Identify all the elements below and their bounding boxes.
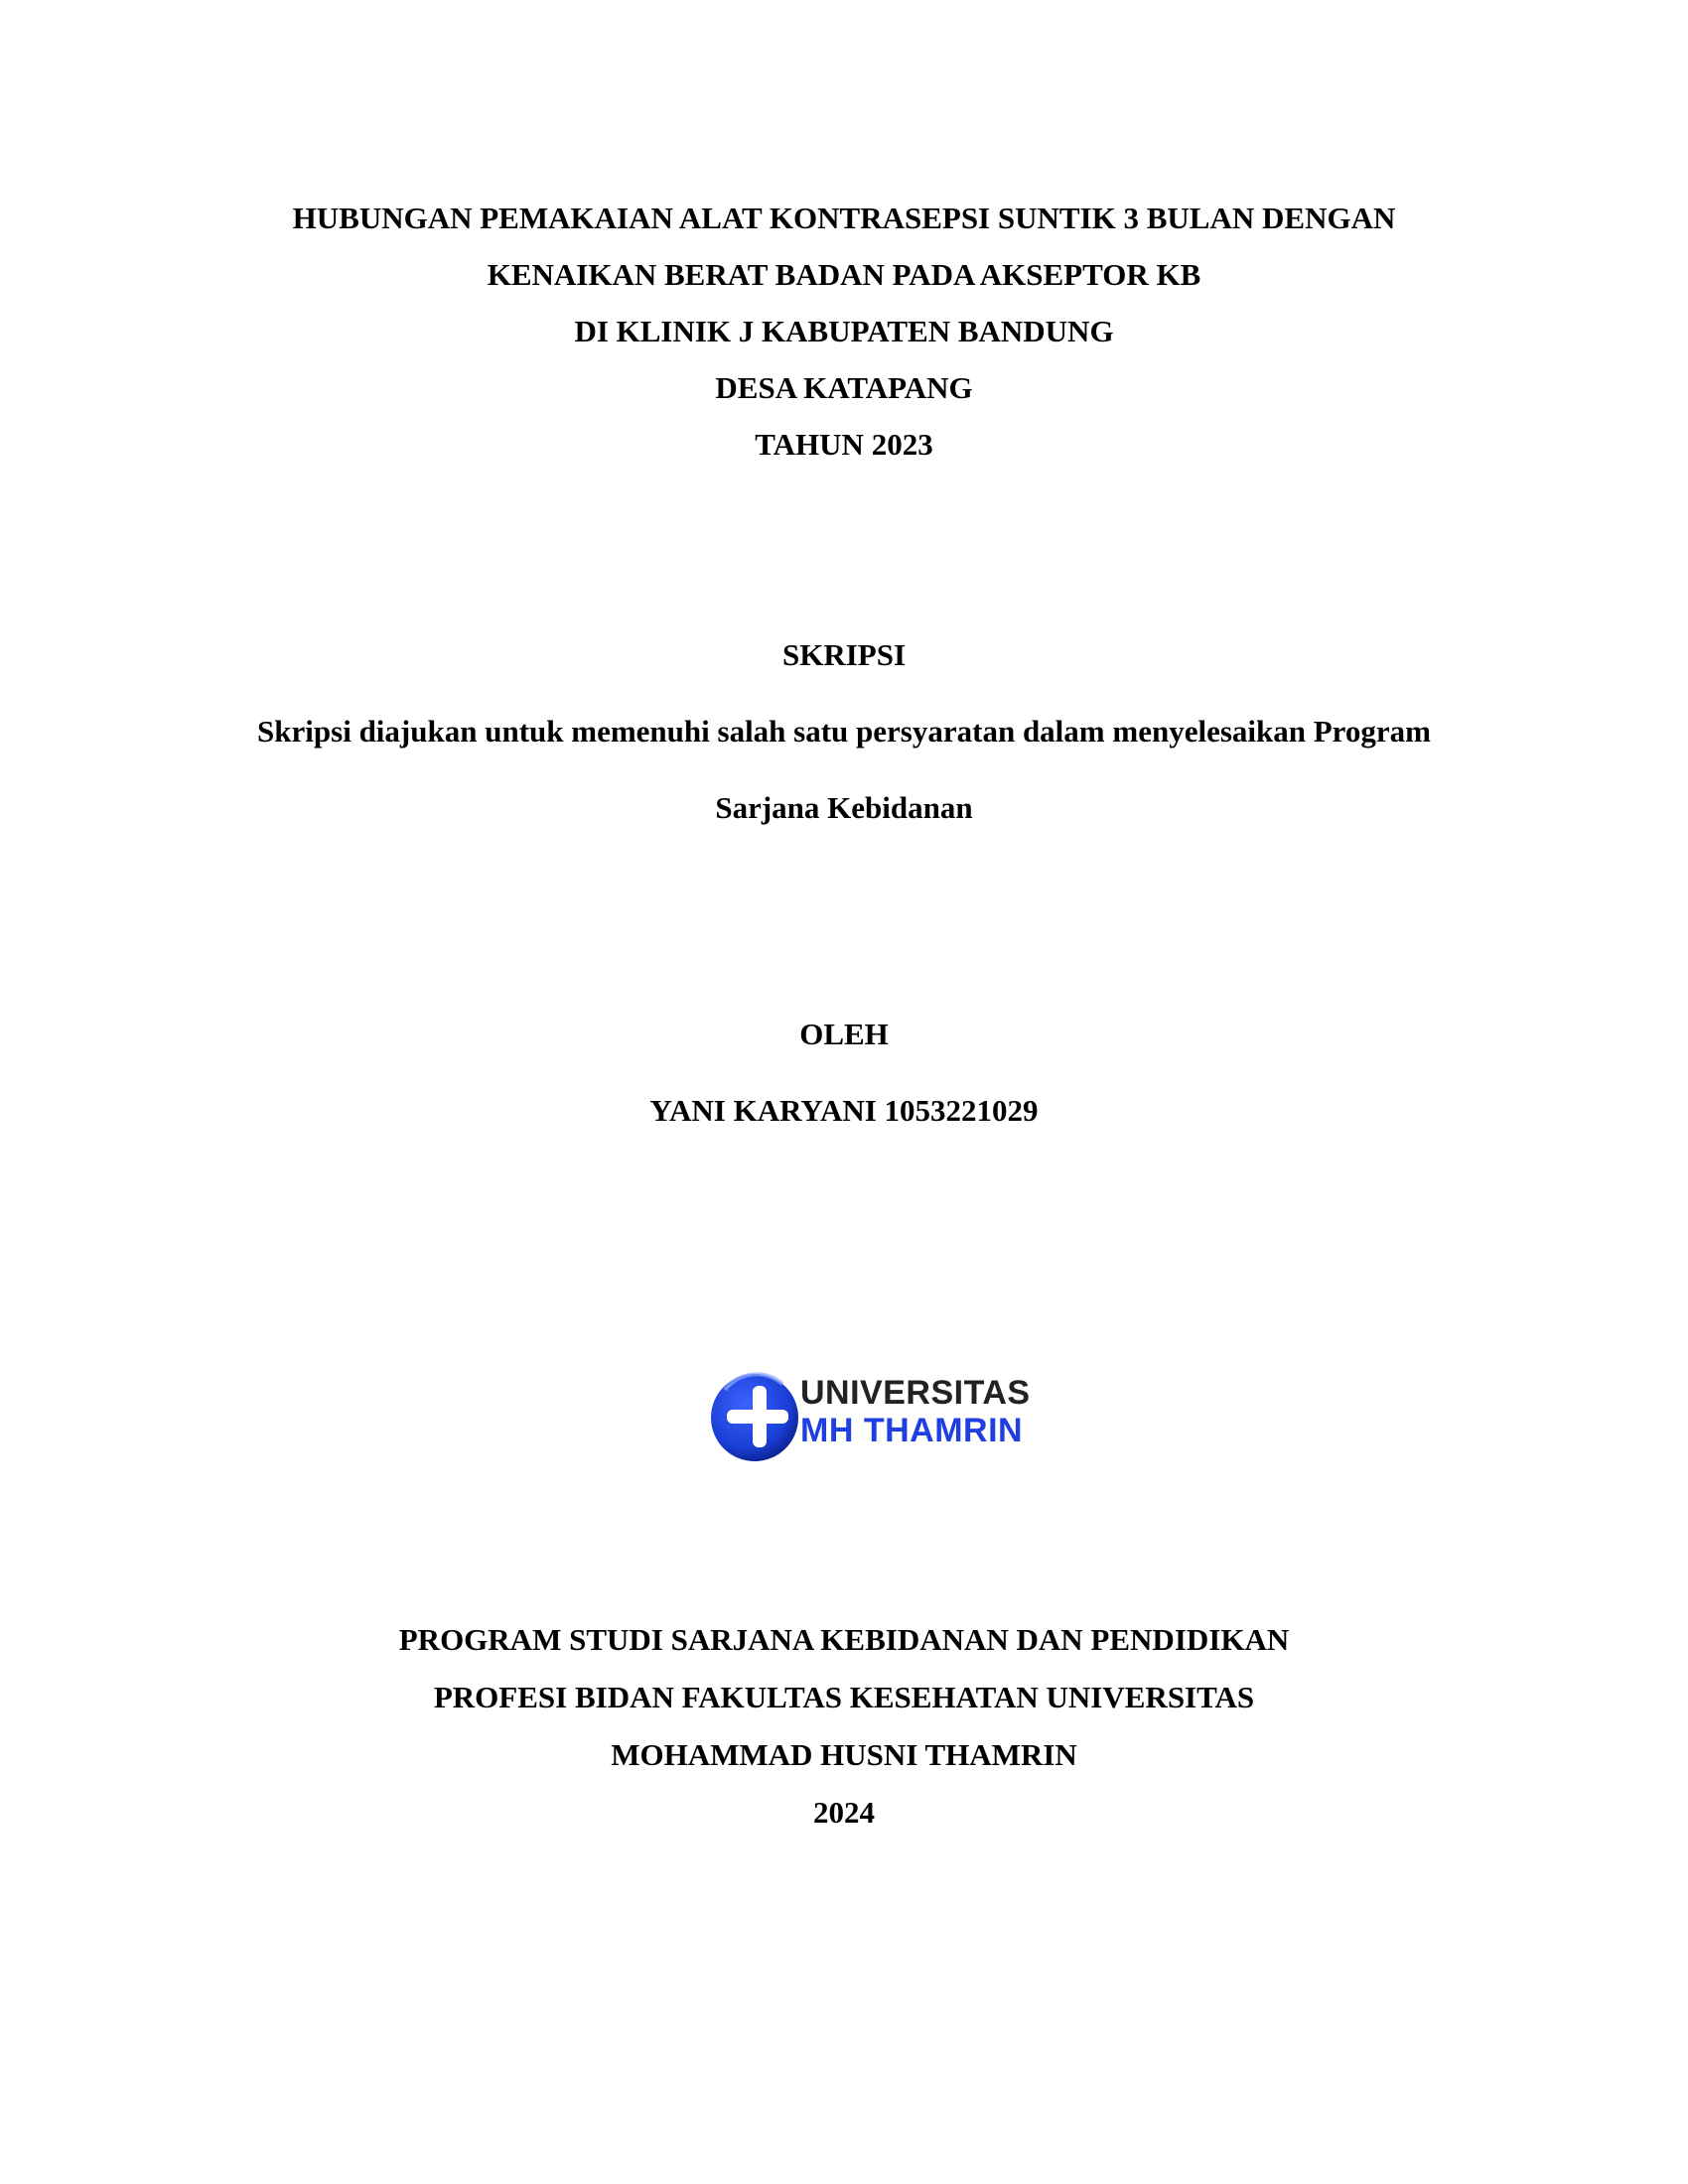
author-label: OLEH [799,1017,889,1051]
institution-line-2: PROFESI BIDAN FAKULTAS KESEHATAN UNIVERSITAS [433,1680,1255,1714]
logo-text-line-2: MH THAMRIN [800,1412,1024,1449]
document-type-heading: SKRIPSI [781,637,907,672]
purpose-line-1: Skripsi diajukan untuk memenuhi salah satu persyaratan dalam menyelesaikan Program [257,714,1431,749]
author-name-id: YANI KARYANI 1053221029 [649,1093,1039,1128]
title-line-4: DESA KATAPANG [715,370,973,405]
institution-line-1: PROGRAM STUDI SARJANA KEBIDANAN DAN PENDIDIKAN [398,1622,1290,1657]
university-logo [705,1360,1043,1469]
title-line-2: KENAIKAN BERAT BADAN PADA AKSEPTOR KB [487,257,1201,292]
title-line-5: TAHUN 2023 [755,427,933,462]
institution-line-3: MOHAMMAD HUSNI THAMRIN [611,1737,1077,1772]
title-line-3: DI KLINIK J KABUPATEN BANDUNG [574,314,1114,348]
logo-emblem-icon [705,1360,800,1469]
publication-year: 2024 [813,1795,875,1830]
logo-text-line-1: UNIVERSITAS [800,1374,1031,1412]
purpose-line-2: Sarjana Kebidanan [715,790,973,825]
title-line-1: HUBUNGAN PEMAKAIAN ALAT KONTRASEPSI SUNTIK 3 BULAN DENGAN [292,201,1396,235]
